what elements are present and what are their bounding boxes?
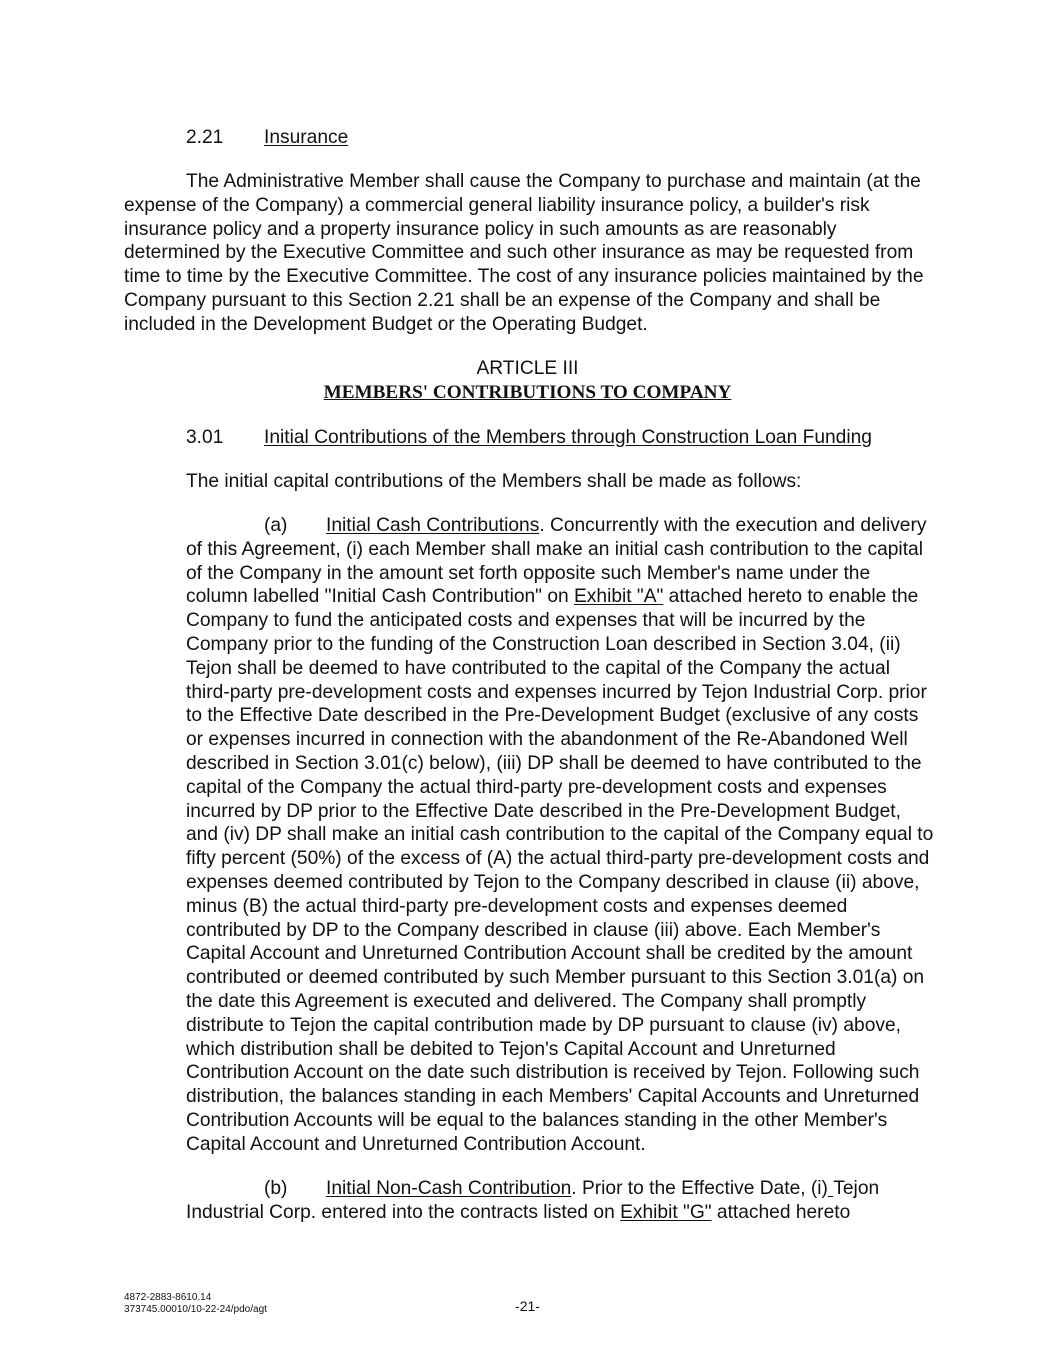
clause-a-text-2: attached hereto to enable the Company to fund the anticipated costs and expenses that will be incurred by the Company prior to the funding of the Construction Loan described in Section 3.04, (ii) Tejon shall be deemed to have contributed to the capital of the Company the actual third-party pre-development costs and expenses incurred by Tejon Industrial Corp. prior to the Effective Date described in the Pre-Development Budget (exclusive of any costs or expenses incurred in connection with the abandonment of the Re-Abandoned Well described in Section 3.01(c) below), (iii) DP shall be deemed to have contributed to the capital of the Company the actual third-party pre-development costs and expenses incurred by DP prior to the Effective Date described in the Pre-Development Budget, and (iv) DP shall make an initial cash contribution to the capital of the Company equal to fifty percent (50%) of the excess of (A) the actual third-party pre-development costs and expenses deemed contributed by Tejon to the Company described in clause (ii) above, minus (B) the actual third-party pre-development costs and expenses deemed contributed by DP to the Company described in clause (iii) above. Each Member's Capital Account and Unreturned Contribution Account shall be credited by the amount contributed or deemed contributed by such Member pursuant to this Section 3.01(a) on the date this Agreement is executed and delivered. The Company shall promptly distribute to Tejon the capital contribution made by DP pursuant to clause (iv) above, which distribution shall be debited to Tejon's Capital Account and Unreturned Contribution Account on the date such distribution is received by Tejon. Following such distribution, the balances standing in each Members' Capital Accounts and Unreturned Contribution Accounts will be equal to the balances standing in the other Member's Capital Account and Unreturned Contribution Account.: [186, 586, 934, 1155]
footer-doc-id: 4872-2883-8610.14: [124, 1292, 212, 1303]
section-title-initial-contributions: Initial Contributions of the Members through Construction Loan Funding: [264, 427, 872, 448]
section-number-3-01: 3.01: [186, 427, 224, 448]
clause-a-marker: (a): [264, 515, 288, 536]
article-label: ARTICLE III: [476, 358, 579, 379]
exhibit-a-reference: Exhibit "A": [574, 586, 664, 608]
article-title: MEMBERS' CONTRIBUTIONS TO COMPANY: [323, 382, 732, 403]
section-3-01-intro: The initial capital contributions of the Members shall be made as follows:: [186, 471, 802, 492]
footer-file-ref: 373745.00010/10-22-24/pdo/agt: [124, 1304, 267, 1315]
clause-a-text-1: . Concurrently with the execution and delivery of this Agreement, (i) each Member shall make an initial cash contribution to the capital of the Company in the amount set forth opposite such Member's name under the column labelled "Initial Cash Contribution" on: [186, 515, 927, 608]
clause-a-paragraph: [186, 514, 934, 1157]
page-number: -21-: [515, 1298, 540, 1314]
clause-b-paragraph: [186, 1177, 934, 1225]
section-2-21-body: The Administrative Member shall cause the Company to purchase and maintain (at the expense of the Company) a commercial general liability insurance policy, a builder's risk insurance policy and a property insurance policy in such amounts as are reasonably determined by the Executive Committee and such other insurance as may be requested from time to time by the Executive Committee. The cost of any insurance policies maintained by the Company pursuant to this Section 2.21 shall be an expense of the Company and shall be included in the Development Budget or the Operating Budget.: [124, 171, 924, 335]
clause-b-text-3: attached hereto: [711, 1201, 851, 1223]
section-title-insurance: Insurance: [264, 127, 349, 148]
clause-b-marker: (b): [264, 1178, 288, 1199]
clause-b-heading: Initial Non-Cash Contribution: [326, 1178, 572, 1199]
exhibit-g-reference: Exhibit "G": [620, 1201, 712, 1223]
clause-a-heading: Initial Cash Contributions: [326, 515, 540, 536]
clause-b-text-2: Tejon Industrial Corp. entered into the contracts listed on: [186, 1178, 880, 1223]
clause-b-text-1: . Prior to the Effective Date, (i): [571, 1178, 828, 1199]
section-number-2-21: 2.21: [186, 127, 224, 148]
